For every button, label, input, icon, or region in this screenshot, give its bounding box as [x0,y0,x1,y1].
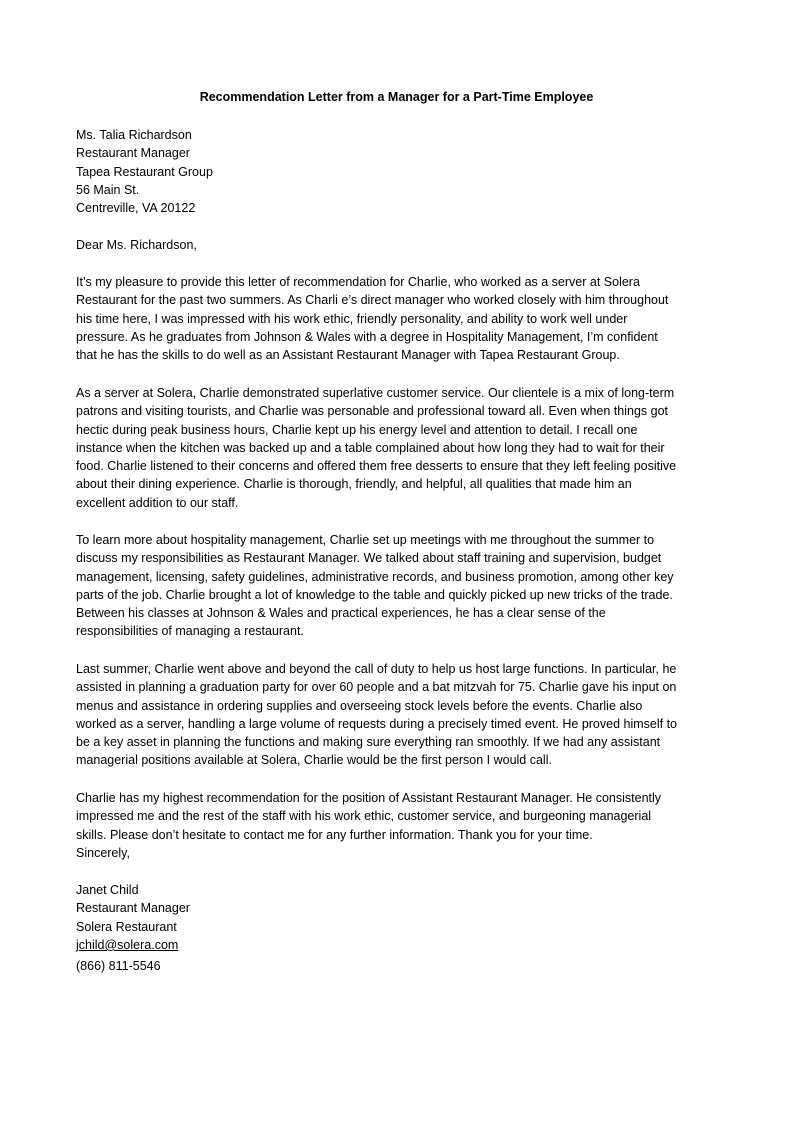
paragraph-line: excellent addition to our staff. [76,495,239,510]
paragraph-line: Charlie has my highest recommendation for the position of Assistant Restaurant Manager. He consistently [76,791,662,805]
paragraph-line: his time here, I was impressed with his work ethic, friendly personality, and ability to work well under [76,311,628,326]
paragraph-line: It’s my pleasure to provide this letter of recommendation for Charlie, who worked as a server at Solera [76,275,640,289]
recipient-address [76,126,716,217]
paragraph-2 [76,384,716,512]
paragraph-3 [76,531,716,641]
paragraph-line: Between his classes at Johnson & Wales and practical experiences, he has a clear sense of the [76,606,606,621]
recipient-position: Restaurant Manager [76,146,190,161]
paragraph-line: Restaurant for the past two summers. As Charli e’s direct manager who worked closely with him throughout [76,293,669,308]
paragraph-line: hectic during peak business hours, Charlie kept up his energy level and attention to detail. I recall one [76,422,638,437]
sender-phone: (866) 811-5546 [76,959,161,974]
paragraph-line: instance when the kitchen was backed up and a table complained about how long they had to wait for their [76,440,665,455]
paragraph-line: pressure. As he graduates from Johnson & Wales with a degree in Hospitality Management, I’m confident [76,329,658,344]
recipient-name: Ms. Talia Richardson [76,128,192,142]
signature-block [76,881,716,975]
paragraph-line: As a server at Solera, Charlie demonstrated superlative customer service. Our clientele is a mix of long-term [76,386,675,400]
sender-name: Janet Child [76,883,139,897]
recipient-company: Tapea Restaurant Group [76,164,213,179]
salutation [76,236,716,254]
paragraph-line: parts of the job. Charlie brought a lot of knowledge to the table and quickly picked up new tricks of the trade. [76,587,673,602]
paragraph-line: management, licensing, safety guidelines, administrative records, and business promotion, among other key [76,569,674,584]
paragraph-line: menus and assistance in ordering supplies and overseeing stock levels before the events. Charlie also [76,698,643,713]
paragraph-line: responsibilities of managing a restaurant. [76,624,304,639]
paragraph-line: discuss my responsibilities as Restaurant Manager. We talked about staff training and supervision, budget [76,551,662,566]
paragraph-line: skills. Please don’t hesitate to contact me for any further information. Thank you for your time. [76,827,593,842]
paragraph-line: that he has the skills to do well as an Assistant Restaurant Manager with Tapea Restaurant Group. [76,348,620,363]
paragraph-4 [76,660,716,770]
page-title: Recommendation Letter from a Manager for a Part-Time Employee [199,90,594,104]
paragraph-line: worked as a server, handling a large volume of requests during a precisely timed event. He proved himself to [76,716,678,731]
paragraph-5 [76,789,716,862]
paragraph-line: about their dining experience. Charlie is thorough, friendly, and helpful, all qualities that made him an [76,477,632,492]
paragraph-line: managerial positions available at Solera, Charlie would be the first person I would call. [76,753,552,768]
recipient-city: Centreville, VA 20122 [76,201,196,216]
salutation-text: Dear Ms. Richardson, [76,238,197,252]
paragraph-1 [76,273,716,364]
paragraph-line: Last summer, Charlie went above and beyond the call of duty to help us host large functions. In particular, he [76,662,677,676]
paragraph-line: patrons and visiting tourists, and Charlie was personable and professional toward all. Even when things got [76,404,669,419]
paragraph-line: impressed me and the rest of the staff with his work ethic, customer service, and burgeoning managerial [76,809,652,824]
sender-position: Restaurant Manager [76,901,190,916]
sender-company: Solera Restaurant [76,919,177,934]
paragraph-line: To learn more about hospitality management, Charlie set up meetings with me throughout the summer to [76,533,655,547]
paragraph-line: assisted in planning a graduation party for over 60 people and a bat mitzvah for 75. Charlie gave his input on [76,680,677,695]
paragraph-line: food. Charlie listened to their concerns and offered them free desserts to ensure that they left feeling positive [76,459,677,474]
closing: Sincerely, [76,845,130,860]
recipient-street: 56 Main St. [76,182,140,197]
paragraph-line: be a key asset in planning the functions and making sure everything ran smoothly. If we had any assistant [76,735,661,750]
sender-email-link[interactable]: jchild@solera.com [76,937,179,952]
